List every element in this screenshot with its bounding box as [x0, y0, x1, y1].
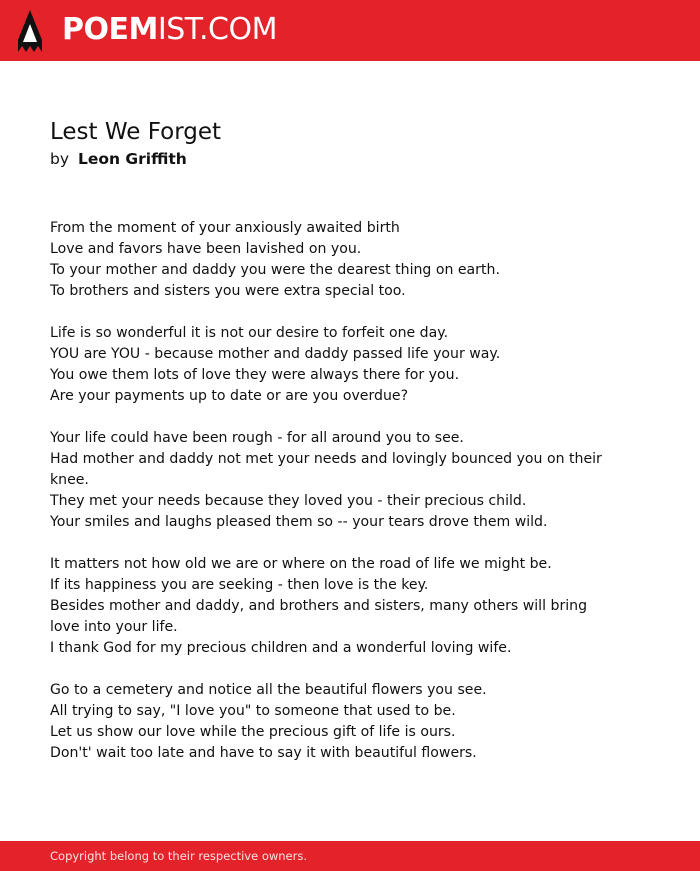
copyright-notice: Copyright belong to their respective owners. [50, 849, 308, 863]
poem-line: Life is so wonderful it is not our desire to forfeit one day. [50, 325, 449, 341]
logo-light-text: IST.COM [157, 12, 277, 47]
pencil-icon[interactable] [18, 10, 42, 52]
poem-line: Let us show our love while the precious gift of life is ours. [50, 724, 456, 740]
poem-line: They met your needs because they loved you - their precious child. [50, 493, 527, 509]
stanza [50, 323, 610, 407]
author-name: Leon Griffith [77, 150, 187, 168]
stanza [50, 554, 610, 659]
site-logo[interactable] [62, 12, 277, 48]
poem-line: All trying to say, "I love you" to someone that used to be. [50, 703, 456, 719]
site-footer [0, 841, 700, 871]
poem-line: Had mother and daddy not met your needs and lovingly bounced you on their knee. [50, 451, 602, 488]
by-label: by [50, 150, 70, 168]
poem-title: Lest We Forget [50, 119, 222, 145]
poem-line: Your life could have been rough - for all around you to see. [50, 430, 464, 446]
poem-line: I thank God for my precious children and a wonderful loving wife. [50, 640, 512, 656]
stanza [50, 680, 610, 764]
poem-line: Your smiles and laughs pleased them so -- your tears drove them wild. [50, 514, 548, 530]
site-header [0, 0, 700, 61]
poem-line: Besides mother and daddy, and brothers and sisters, many others will bring love into your life. [50, 598, 588, 635]
byline [50, 148, 187, 170]
poem-line: To your mother and daddy you were the dearest thing on earth. [50, 262, 500, 278]
poem-line: From the moment of your anxiously awaited birth [50, 220, 400, 236]
poem-line: To brothers and sisters you were extra special too. [50, 283, 406, 299]
stanza [50, 218, 610, 302]
logo-bold-text: POEM [62, 12, 158, 47]
poem-line: If its happiness you are seeking - then love is the key. [50, 577, 429, 593]
poem-line: YOU are YOU - because mother and daddy passed life your way. [50, 346, 501, 362]
poem-line: Go to a cemetery and notice all the beautiful flowers you see. [50, 682, 487, 698]
poem-body [50, 218, 610, 785]
stanza [50, 428, 610, 533]
poem-line: You owe them lots of love they were always there for you. [50, 367, 460, 383]
poem-line: It matters not how old we are or where on the road of life we might be. [50, 556, 552, 572]
poem-line: Love and favors have been lavished on you. [50, 241, 362, 257]
poem-line: Are your payments up to date or are you overdue? [50, 388, 409, 404]
poem-line: Don't' wait too late and have to say it with beautiful flowers. [50, 745, 477, 761]
